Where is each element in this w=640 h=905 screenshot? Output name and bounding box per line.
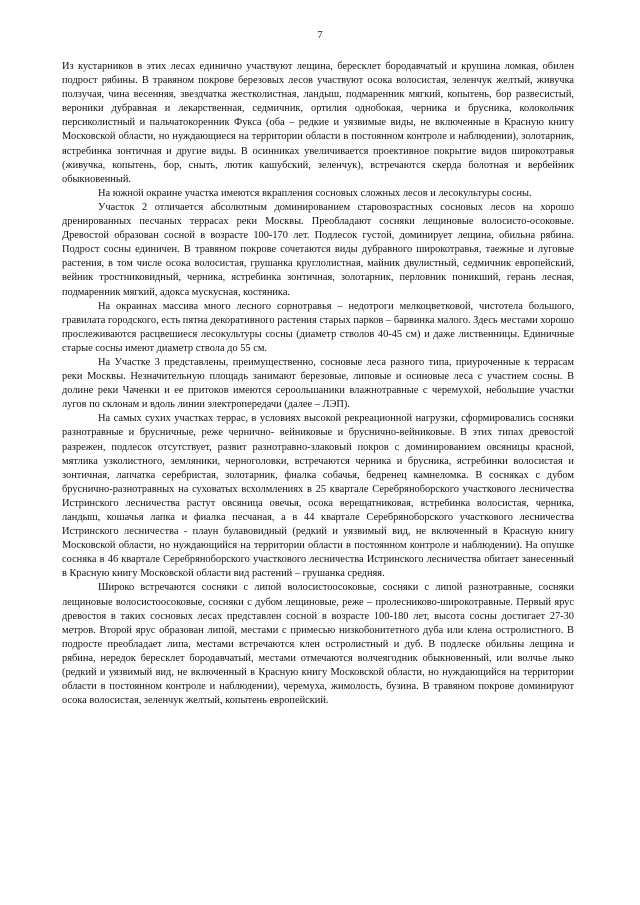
paragraph-pine-linden: Широко встречаются сосняки с липой волосистоосоковые, сосняки с липой разнотравные, сосняки лещиновые волосистоосоковые, сосняки с дубом лещиновые, реже – пролесниково-широкотравные. Первый ярус древостоя в таких сосновых лесах представлен сосной в возрасте 100-180 лет, высота сосны достигает 27-30 метров. Второй ярус образован липой, местами с примесью низкобонитетного дуба или клена остролистного. В подросте преобладает липа, местами встречаются клен остролистный и дуб. В подлеске обильны лещина и рябина, нередок бересклет бородавчатый, местами отмечаются волчеягодник обыкновенный, или волчье лыко (редкий и уязвимый вид, не включенный в Красную книгу Московской области, но нуждающийся на территории области в постоянном контроле и наблюдении), черемуха, жимолость, бузина. В травяном покрове доминируют осока волосистая, зеленчук желтый, копытень европейский. <box>62 582 574 707</box>
paragraph-southern-edge: На южной окраине участка имеются вкрапления сосновых сложных лесов и лесокультуры сосны. <box>98 187 532 199</box>
paragraph-massif-edges: На окраинах массива много лесного сорнотравья – недотроги мелкоцветковой, чистотела большого, гравилата городского, есть пятна декоративного растения старых парков – барвинка малого. Здесь местами хорошо прослеживаются расцвешиеся лесокультуры сосны (диаметр стволов 40-45 см) и даже лиственницы. Единичные старые сосны имеют диаметр ствола до 55 см. <box>62 300 574 354</box>
paragraph-site-3: На Участке 3 представлены, преимущественно, сосновые леса разного типа, приуроченные к террасам реки Москвы. Незначительную площадь занимают березовые, липовые и осиновые леса с участием сосны. В долине реки Чаченки и ее притоков имеются сероольшаники влажнотравные с черемухой, небольшие участки лугов по склонам и вдоль линии электропередачи (далее – ЛЭП). <box>62 356 574 411</box>
page-number: 7 <box>317 30 323 41</box>
page-body <box>62 60 574 708</box>
paragraph-site-2: Участок 2 отличается абсолютным доминированием старовозрастных сосновых лесов на хорошо дренированных песчаных террасах реки Москвы. Преобладают сосняки лещиновые волосисто-осоковые. Древостой образован сосной в возрасте 100-170 лет. Подлесок густой, доминирует лещина, обильна рябина. Подрост сосны единичен. В травяном покрове сочетаются виды дубравного широкотравья, таежные и луговые растения, в том числе осока волосистая, грушанка круглолистная, майник двулистный, седмичник европейский, вейник тростниковидный, черника, ястребинка зонтичная, золотарник, перловник поникший, герань лесная, подмаренник мягкий, адокса мускусная, костяника. <box>62 201 574 298</box>
paragraph-birch-forests: Из кустарников в этих лесах единично участвуют лещина, бересклет бородавчатый и крушина ломкая, обилен подрост рябины. В травяном покрове березовых лесов участвуют осока волосистая, зеленчук желтый, живучка ползучая, чина весенняя, звездчатка жестколистная, ландыш, подмаренник мягкий, копытень, бор развесистый, вероники дубравная и лекарственная, седмичник, ортилия однобокая, черника и брусника, колокольчик персиколистный и пальчатокоренник Фукса (оба – редкие и уязвимые виды, не включенные в Красную книгу Московской области, но нуждающиеся на территории области в постоянном контроле и наблюдении), золотарник, ястребинка зонтичная и другие виды. В осинниках увеличивается проективное покрытие видов широкотравья (живучка, копытень, бор, сныть, лютик кашубский, зеленчук), встречаются скерда болотная и вербейник обыкновенный. <box>62 61 574 185</box>
paragraph-dry-terraces: На самых сухих участках террас, в условиях высокой рекреационной нагрузки, сформировались сосняки разнотравные и брусничные, реже чернично- вейниковые и бруснично-вейниковые. В этих типах древостой разрежен, подлесок отсутствует, развит разнотравно-злаковый покров с доминированием овсяницы красной, мятлика узколистного, земляники, черноголовки, встречаются черника и брусника, ястребинки волосистая и зонтичная, лапчатка серебристая, золотарник, фиалка собачья, бедренец камнеломка. В сосняках с дубом бруснично-разнотравных на суховатых всхолмлениях в 25 квартале Серебряноборского участкового лесничества Истринского лесничества растут овсяница овечья, осока верещатниковая, ястребинка волосистая, черника, ландыш, кошачья лапка и фиалка песчаная, а в 44 квартале Серебряноборского участкового лесничества Истринского лесничества - плаун булавовидный (редкий и уязвимый вид, не включенный в Красную книгу Московской области, но нуждающийся на территории области в постоянном контроле и наблюдении). На опушке сосняка в 46 квартале Серебряноборского участкового лесничества Истринского лесничества обитает занесенный в Красную книгу Московской области вид растений – грушанка средняя. <box>62 413 574 580</box>
